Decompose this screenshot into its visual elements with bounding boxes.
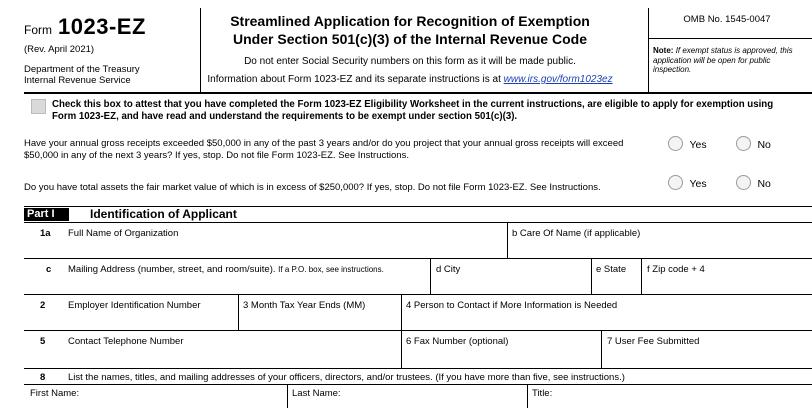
- title-label: Title:: [532, 388, 553, 399]
- row3-divider-1: [238, 294, 239, 330]
- line-8-number: 8: [40, 372, 46, 383]
- attestation-text: Check this box to attest that you have completed the Form 1023-EZ Eligibility Worksheet in the current instructions, are eligible to apply for exemption using Form 1023-EZ, and have read and understand the requirements to be exempt under section 501(c)(3).: [52, 99, 774, 122]
- line-2-number: 2: [40, 300, 46, 311]
- q1-yes-label: Yes: [689, 139, 707, 151]
- line-f-label: f Zip code + 4: [647, 264, 705, 275]
- part1-header-rule: [24, 222, 812, 223]
- line-3-label: 3 Month Tax Year Ends (MM): [243, 300, 366, 311]
- row4-divider-2: [601, 330, 602, 368]
- info-line: [206, 74, 614, 85]
- line-5-label: Contact Telephone Number: [68, 336, 184, 347]
- line-8-text: List the names, titles, and mailing addresses of your officers, directors, and/or trustees. (If you have more than five, see instructions.): [68, 372, 625, 383]
- q2-yes-label: Yes: [689, 178, 707, 190]
- row3-divider-2: [401, 294, 402, 330]
- line-1a-label: Full Name of Organization: [68, 228, 179, 239]
- header-divider-left: [200, 8, 201, 92]
- info-text: Information about Form 1023-EZ and its separate instructions is at: [207, 74, 501, 85]
- line-5-number: 5: [40, 336, 46, 347]
- row3-rule: [24, 330, 812, 331]
- line-7-label: 7 User Fee Submitted: [607, 336, 700, 347]
- q2-no-label: No: [757, 178, 771, 190]
- title-line-2: Under Section 501(c)(3) of the Internal Revenue Code: [233, 31, 587, 47]
- row2-rule: [24, 294, 812, 295]
- name-divider-1: [287, 384, 288, 408]
- line-4-label: 4 Person to Contact if More Information is Needed: [406, 300, 618, 311]
- form-label: [24, 14, 146, 40]
- form-revision: (Rev. April 2021): [24, 44, 95, 55]
- row1-divider: [507, 222, 508, 258]
- public-inspection-note: [653, 46, 803, 75]
- ssn-warning: Do not enter Social Security numbers on this form as it will be made public.: [244, 56, 576, 67]
- first-name-label: First Name:: [30, 388, 80, 399]
- q2-yes-option[interactable]: [668, 175, 707, 195]
- header-divider-right: [648, 8, 649, 92]
- line-e-label: e State: [596, 264, 627, 275]
- last-name-label: Last Name:: [292, 388, 341, 399]
- row5-rule: [24, 384, 812, 385]
- line-c-note: If a P.O. box, see instructions.: [278, 265, 384, 274]
- attestation-checkbox[interactable]: [31, 99, 46, 114]
- omb-number: OMB No. 1545-0047: [683, 14, 771, 25]
- name-divider-2: [527, 384, 528, 408]
- department-name: Department of the Treasury: [24, 64, 140, 75]
- row2-divider-3: [641, 258, 642, 294]
- line-c-number: c: [46, 264, 52, 275]
- question-total-assets: Do you have total assets the fair market value of which is in excess of $250,000? If yes, stop. Do not file Form 1023-EZ. See Instructions.: [24, 182, 601, 193]
- line-1a-number: 1a: [40, 228, 51, 239]
- q1-yes-option[interactable]: [668, 136, 707, 156]
- part1-title: Identification of Applicant: [90, 207, 237, 221]
- agency-name: Internal Revenue Service: [24, 75, 131, 86]
- line-6-label: 6 Fax Number (optional): [406, 336, 509, 347]
- q2-no-radio[interactable]: [736, 175, 751, 190]
- row1-rule: [24, 258, 812, 259]
- q1-no-label: No: [757, 139, 771, 151]
- line-1b-label: b Care Of Name (if applicable): [512, 228, 641, 239]
- line-c-text: Mailing Address (number, street, and room/suite).: [68, 264, 276, 275]
- title-line-1: Streamlined Application for Recognition of Exemption: [230, 13, 590, 29]
- form-title: [206, 12, 614, 48]
- q2-no-option[interactable]: [736, 175, 771, 195]
- line-d-label: d City: [436, 264, 461, 275]
- info-link[interactable]: www.irs.gov/form1023ez: [503, 74, 613, 85]
- row4-divider-1: [401, 330, 402, 368]
- question-gross-receipts: Have your annual gross receipts exceeded $50,000 in any of the past 3 years and/or do you project that your annual gross receipts will exceed $50,000 in any of the next 3 years? If yes, stop. Do not file Form 1023-EZ. See Instructions.: [24, 138, 624, 161]
- row2-divider-2: [591, 258, 592, 294]
- row4-rule: [24, 368, 812, 369]
- form-number: 1023-EZ: [58, 14, 146, 39]
- note-text: If exempt status is approved, this application will be open for public inspection.: [653, 46, 793, 74]
- row2-divider-1: [430, 258, 431, 294]
- line-2-label: Employer Identification Number: [68, 300, 201, 311]
- part1-label: Part I: [24, 208, 69, 221]
- line-c-label: [68, 264, 384, 275]
- q1-no-option[interactable]: [736, 136, 771, 156]
- form-word: Form: [24, 23, 52, 37]
- q1-no-radio[interactable]: [736, 136, 751, 151]
- q1-yes-radio[interactable]: [668, 136, 683, 151]
- note-label: Note:: [653, 46, 674, 55]
- department: [24, 64, 194, 86]
- q2-yes-radio[interactable]: [668, 175, 683, 190]
- header-bottom-rule: [24, 92, 812, 94]
- omb-divider: [648, 38, 812, 39]
